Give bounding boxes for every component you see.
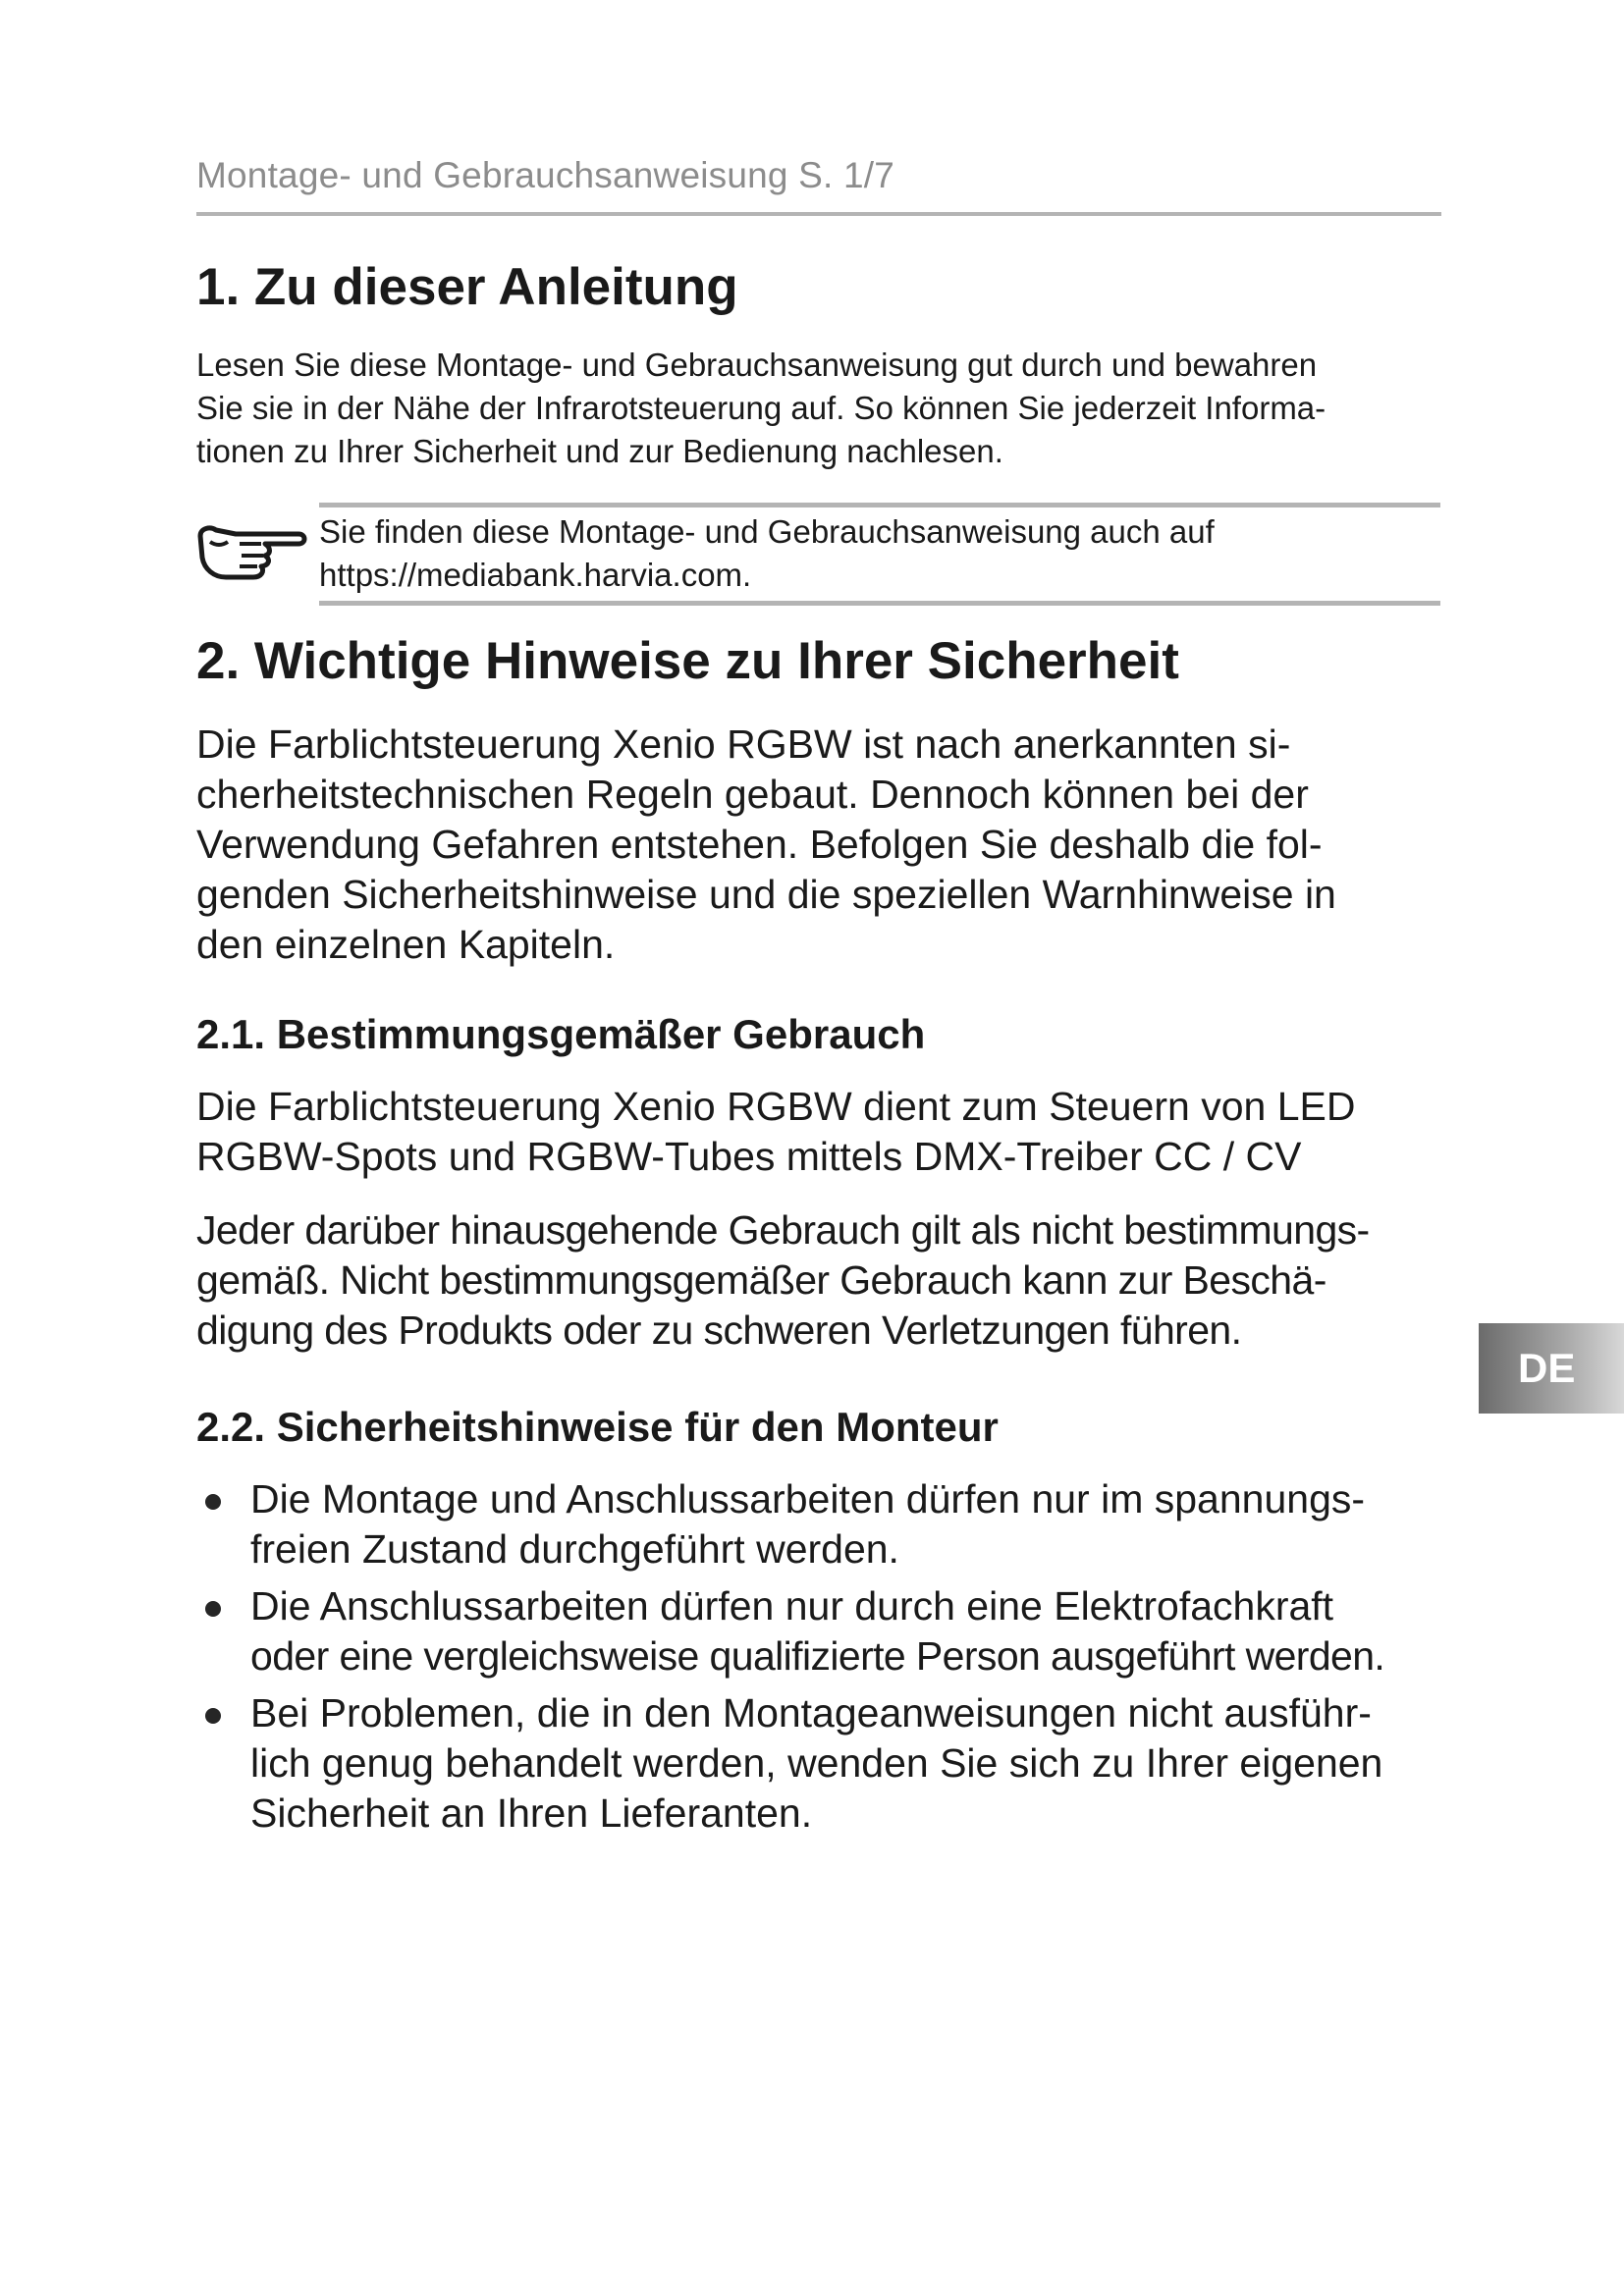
list-item [196, 1474, 1453, 1575]
text-line: Die Montage und Anschlussarbeiten dürfen nur im spannungs- [250, 1476, 1366, 1522]
text-line: Sie sie in der Nähe der Infrarotsteuerung auf. So können Sie jederzeit Informa- [196, 390, 1326, 426]
note-link[interactable]: https://mediabank.harvia.com. [319, 557, 752, 593]
text-line: gemäß. Nicht bestimmungsgemäßer Gebrauch kann zur Beschä- [196, 1257, 1326, 1303]
text-line: genden Sicherheitshinweise und die speziellen Warnhinweise in [196, 872, 1336, 917]
text-line: Sicherheit an Ihren Lieferanten. [250, 1790, 813, 1836]
bullet-icon [205, 1601, 221, 1617]
note-bottom-rule [319, 601, 1440, 606]
text-line: Die Anschlussarbeiten dürfen nur durch eine Elektrofachkraft [250, 1583, 1334, 1629]
text-line: Sie finden diese Montage- und Gebrauchsanweisung auch auf [319, 513, 1215, 550]
text-line: RGBW-Spots und RGBW-Tubes mittels DMX-Treiber CC / CV [196, 1134, 1302, 1179]
section-2-1-para-2 [196, 1205, 1435, 1356]
text-line: oder eine vergleichsweise qualifizierte Person ausgeführt werden. [250, 1633, 1385, 1679]
section-1-body [196, 344, 1441, 473]
text-line: Verwendung Gefahren entstehen. Befolgen Sie deshalb die fol- [196, 822, 1323, 867]
language-tab-de[interactable]: DE [1479, 1323, 1624, 1414]
section-2-1-para-1 [196, 1082, 1435, 1182]
note-text [319, 510, 1440, 597]
bullet-icon [205, 1494, 221, 1510]
section-2-body [196, 720, 1435, 970]
text-line: digung des Produkts oder zu schweren Verletzungen führen. [196, 1308, 1242, 1353]
text-line: den einzelnen Kapiteln. [196, 922, 616, 967]
text-line: lich genug behandelt werden, wenden Sie sich zu Ihrer eigenen [250, 1740, 1383, 1786]
section-2-1-title: 2.1. Bestimmungsgemäßer Gebrauch [196, 1011, 926, 1057]
safety-bullet-list [196, 1474, 1453, 1845]
section-2-title: 2. Wichtige Hinweise zu Ihrer Sicherheit [196, 632, 1179, 690]
text-line: Die Farblichtsteuerung Xenio RGBW dient zum Steuern von LED [196, 1084, 1356, 1129]
list-item [196, 1688, 1453, 1839]
text-line: freien Zustand durchgeführt werden. [250, 1526, 899, 1572]
text-line: Jeder darüber hinausgehende Gebrauch gilt als nicht bestimmungs- [196, 1207, 1370, 1253]
section-1-title: 1. Zu dieser Anleitung [196, 258, 738, 316]
text-line: Bei Problemen, die in den Montageanweisungen nicht ausführ- [250, 1690, 1372, 1735]
note-top-rule [319, 503, 1440, 507]
text-line: cherheitstechnischen Regeln gebaut. Dennoch können bei der [196, 772, 1309, 817]
header-rule [196, 212, 1441, 216]
text-line: tionen zu Ihrer Sicherheit und zur Bedienung nachlesen. [196, 433, 1003, 469]
bullet-icon [205, 1708, 221, 1724]
running-header: Montage- und Gebrauchsanweisung S. 1/7 [196, 155, 895, 195]
list-item [196, 1581, 1453, 1682]
text-line: Die Farblichtsteuerung Xenio RGBW ist nach anerkannten si- [196, 721, 1291, 767]
pointing-hand-icon [196, 518, 309, 587]
section-2-2-title: 2.2. Sicherheitshinweise für den Monteur [196, 1404, 999, 1450]
text-line: Lesen Sie diese Montage- und Gebrauchsanweisung gut durch und bewahren [196, 347, 1318, 383]
